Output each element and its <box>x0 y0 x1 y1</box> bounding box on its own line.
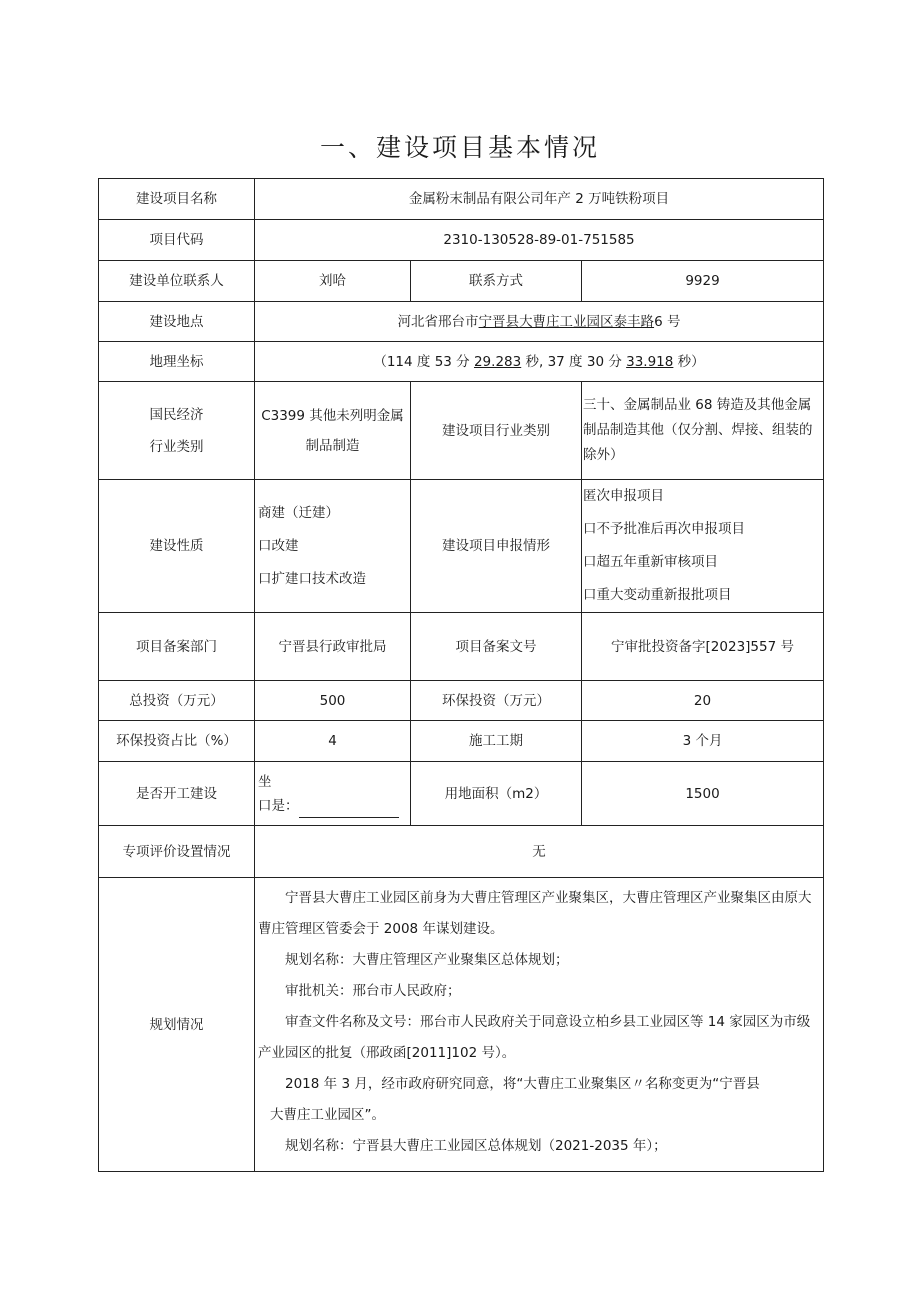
table-row <box>99 179 824 220</box>
special-label: 专项评价设置情况 <box>99 826 255 878</box>
location-park: 大曹庄工业园区泰丰路 <box>519 313 655 330</box>
coord-prefix: （114 度 53 分 <box>373 353 474 370</box>
started-option-yes <box>258 794 407 818</box>
table-row <box>99 480 824 613</box>
nature-label: 建设性质 <box>99 480 255 613</box>
planning-paragraph: 审查文件名称及文号：邢台市人民政府关于同意设立柏乡县工业园区等 14 家园区为市级产业园区的批复（邢政函[2011]102 号）。 <box>258 1014 811 1061</box>
planning-label: 规划情况 <box>99 878 255 1172</box>
planning-paragraph: 宁晋县大曹庄工业园区前身为大曹庄管理区产业聚集区，大曹庄管理区产业聚集区由原大曹庄管理区管委会于 2008 年谋划建设。 <box>258 890 812 937</box>
table-row <box>99 220 824 261</box>
planning-paragraph: 规划名称：大曹庄管理区产业聚集区总体规划； <box>285 952 569 968</box>
report-option: 口重大变动重新报批项目 <box>583 587 732 603</box>
filing-dept-value: 宁晋县行政审批局 <box>255 613 411 681</box>
table-row <box>99 762 824 826</box>
industry-label-line2: 行业类别 <box>149 438 204 455</box>
total-investment-value: 500 <box>255 681 411 721</box>
planning-paragraph: 大曹庄工业园区”。 <box>270 1107 385 1123</box>
table-row <box>99 613 824 681</box>
nature-option: 口扩建口技术改造 <box>258 570 366 587</box>
industry-value: C3399 其他未列明金属制品制造 <box>255 382 411 480</box>
project-code-label: 项目代码 <box>99 220 255 261</box>
table-row <box>99 878 824 1172</box>
project-name-label: 建设项目名称 <box>99 179 255 220</box>
period-value: 3 个月 <box>582 721 824 762</box>
industry-label <box>99 382 255 480</box>
filing-no-value: 宁审批投资备字[2023]557 号 <box>582 613 824 681</box>
table-row <box>99 382 824 480</box>
started-option: 坐 <box>258 773 272 790</box>
env-investment-value: 20 <box>582 681 824 721</box>
coord-sec1: 29.283 <box>473 353 522 370</box>
started-label: 是否开工建设 <box>99 762 255 826</box>
planning-paragraph: 规划名称：宁晋县大曹庄工业园区总体规划（2021-2035 年）； <box>285 1138 667 1154</box>
table-row <box>99 261 824 302</box>
special-value: 无 <box>255 826 824 878</box>
phone-value: 9929 <box>582 261 824 302</box>
report-options <box>582 480 824 613</box>
planning-content <box>255 878 824 1172</box>
coordinates-value <box>255 342 824 382</box>
phone-label: 联系方式 <box>411 261 582 302</box>
nature-option: 商建（迁建） <box>258 504 339 521</box>
project-code-value: 2310-130528-89-01-751585 <box>255 220 824 261</box>
area-label: 用地面积（m2） <box>411 762 582 826</box>
location-suffix: 6 号 <box>654 313 681 330</box>
contact-label: 建设单位联系人 <box>99 261 255 302</box>
page-title: 一、建设项目基本情况 <box>319 133 600 162</box>
coord-mid: 秒, 37 度 30 分 <box>521 353 627 370</box>
industry-category-value: 三十、金属制品业 68 铸造及其他金属制品制造其他（仅分割、焊接、组装的除外） <box>582 382 824 480</box>
coordinates-label: 地理坐标 <box>99 342 255 382</box>
location-label: 建设地点 <box>99 302 255 342</box>
nature-options <box>255 480 411 613</box>
industry-category-label: 建设项目行业类别 <box>411 382 582 480</box>
industry-label-line1: 国民经济 <box>149 406 204 423</box>
total-investment-label: 总投资（万元） <box>99 681 255 721</box>
started-options <box>255 762 411 826</box>
coord-sec2: 33.918 <box>626 353 674 370</box>
started-option-yes-label: 口是： <box>258 797 299 814</box>
coord-suffix: 秒） <box>673 353 705 370</box>
ratio-label: 环保投资占比（%） <box>99 721 255 762</box>
report-label: 建设项目申报情形 <box>411 480 582 613</box>
table-row <box>99 721 824 762</box>
report-option: 匿次申报项目 <box>583 488 664 504</box>
started-blank-line <box>299 803 399 818</box>
ratio-value: 4 <box>255 721 411 762</box>
nature-option: 口改建 <box>258 537 299 554</box>
report-option: 口不予批准后再次申报项目 <box>583 521 745 537</box>
filing-dept-label: 项目备案部门 <box>99 613 255 681</box>
table-row <box>99 826 824 878</box>
location-prefix: 河北省邢台市 <box>397 313 479 330</box>
period-label: 施工工期 <box>411 721 582 762</box>
table-row <box>99 681 824 721</box>
project-info-table <box>98 178 824 1172</box>
filing-no-label: 项目备案文号 <box>411 613 582 681</box>
location-county: 宁晋县 <box>478 313 520 330</box>
planning-paragraph: 2018 年 3 月，经市政府研究同意，将“大曹庄工业聚集区〃名称变更为“宁晋县 <box>285 1076 760 1092</box>
project-name-value: 金属粉末制品有限公司年产 2 万吨铁粉项目 <box>255 179 824 220</box>
env-investment-label: 环保投资（万元） <box>411 681 582 721</box>
contact-value: 刘哈 <box>255 261 411 302</box>
report-option: 口超五年重新审核项目 <box>583 554 718 570</box>
table-row <box>99 342 824 382</box>
planning-paragraph: 审批机关：邢台市人民政府； <box>285 983 461 999</box>
table-row <box>99 302 824 342</box>
location-value <box>255 302 824 342</box>
area-value: 1500 <box>582 762 824 826</box>
